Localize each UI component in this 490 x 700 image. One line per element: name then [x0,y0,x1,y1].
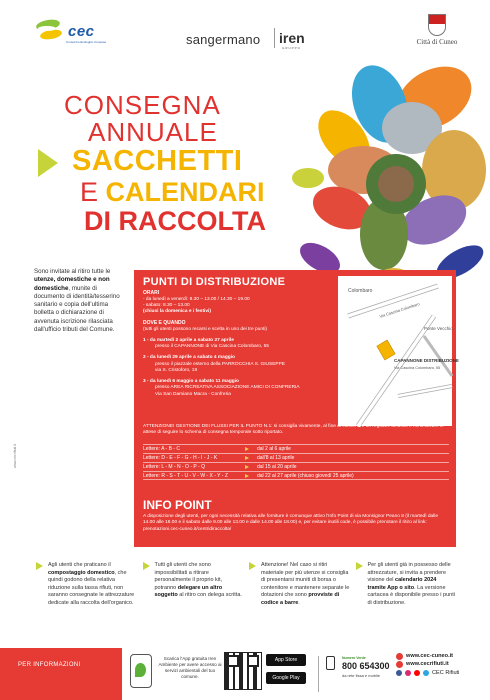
location-map [338,276,459,426]
toll-free-number[interactable]: 800 654300 [342,661,390,671]
title-line-5: DI RACCOLTA [84,206,266,236]
google-play-button[interactable]: Google Play [266,672,306,684]
title-line-3: SACCHETTI [72,145,243,177]
cuneo-logo [412,14,462,46]
main-title [64,92,266,235]
info-point-title: INFO POINT [143,498,212,512]
arrow-icon [249,562,256,570]
distribution-panel [134,270,459,547]
app-download-text: Scarica l'App gratuita Iren Ambiente per avere accesso ai servizi ambientali del tuo comune. [158,656,222,679]
tip-delegate: Tutti gli utenti che sono impossibilitati a ritirare personalmente il proprio kit, potranno delegare un altro soggetto al ritiro con delega scritta. [141,562,244,607]
letters-row: Lettere: L - M - N - O - P - Q dal 15 al 20 aprile [143,462,449,471]
footer [0,648,490,700]
map-label-d: CAPANNONE DISTRIBUZIONE [394,358,459,363]
sangermano-logo: sangermano [186,32,261,47]
arrow-icon [38,149,58,177]
app-store-button[interactable]: App Store [266,654,306,666]
cec-logo [36,18,107,44]
arrow-icon [36,562,43,570]
letters-row: Lettere: R - S - T - U - V - W - X - Y - Z dal 22 al 27 aprile (chiuso giovedì 25 aprile) [143,471,449,480]
telegram-icon [423,670,429,676]
flower-illustration [284,58,490,288]
globe-icon [396,661,403,668]
letters-table [143,444,449,480]
link-cecrifiuti[interactable]: www.cecrifiuti.it [406,661,449,668]
arrow-icon [356,562,363,570]
attention-notice: ATTENZIONE! GESTIONE DEI FLUSSI PER IL PUNTO N.1: si consiglia vivamente, al fine di consentire un regolare afflusso e minimizzare le attese di seguire lo schema di consegna temporale sotto riportato. [143,424,444,436]
side-note: www.cecrifiuti.it [13,444,17,468]
schedule: ORARI - da lunedì a venerdì: 8.30 – 13.00 / 14.30 – 19.00 - sabato: 8.30 – 13.00 (chiusi la domenica e i festivi) DOVE E QUANDO (tutti gli utenti possono recarsi e scelta in uno dei tre punti) 1 - da martedì 2 aprile a sabato 27 aprile presso il CAPANNONE di Via Cascina Colombaro, 55 2 - da lunedì 29 aprile a sabato 4 maggio presso il piazzale esterno della PARROCCHIA S. GIUSEPPE via S. Cristoforo, 18 3 - da lunedì 6 maggio a sabato 11 maggio presso AREA RICREATIVA ASSOCIAZIONE AMICI DI CONFRERIA Via San Damiano Macra - Confreria [143,290,300,397]
toll-free-sub: da rete fissa e mobile [342,673,381,678]
title-line-1: CONSEGNA [64,90,221,120]
cuneo-name: Città di Cuneo [416,38,458,46]
arrow-icon [245,474,249,478]
footer-divider [318,656,319,692]
footer-links [396,652,488,677]
iren-name: iren [279,30,305,46]
letters-row: Lettere: A - B - C dal 2 al 6 aprile [143,444,449,453]
app-icon [130,654,152,688]
arrow-icon [245,447,249,451]
flower-petals [292,54,489,288]
cec-name: cec [68,22,95,40]
title-line-4: E CALENDARI [80,177,265,207]
toll-free-label: Numero Verde [342,656,366,660]
social-handle[interactable]: CEC Rifiuti [432,669,460,676]
arrow-icon [245,465,249,469]
map-label-b: Via Cascina Colombaro [378,301,421,319]
tip-compost: Agli utenti che praticano il compostaggio domestico, che quindi godono della relativa riduzione sulla tassa rifiuti, non saranno consegnate le attrezzature dedicate alla raccolta dell'organico. [34,562,137,607]
iren-subtitle: GRUPPO [282,46,302,50]
info-point-text: A disposizione degli utenti, per ogni necessità relativa alle forniture è comunque attivo l'Info Point di via Monsignor Peano 8 (il martedì dalle 14.00 alle 18.00 e il sabato dalle 9.00 alle 13.00 e dalle 14.00 alle 18.00) e, per evitare inutili code, è possibile prenotare il ritiro al link: prenotazioni.cec-cuneo.it/centridiraccolta/ [143,514,439,532]
crest-icon [428,14,446,36]
arrow-icon [245,456,249,460]
link-cec-cuneo[interactable]: www.cec-cuneo.it [406,653,454,659]
cec-swirl-icon [36,18,64,44]
map-label-a: Colombaro [348,288,373,294]
phone-icon [326,656,335,670]
tip-barcode: Attenzione! Nel caso si ritiri materiale per più utenze si consiglia di presentarsi muniti di borsa o contenitore e mantenere separate le dotazioni che sono provviste di codice a barre. [247,562,350,607]
globe-icon [396,653,403,660]
youtube-icon [414,670,420,676]
title-line-2: ANNUALE [88,117,218,147]
qr-code-icon[interactable] [224,652,262,690]
cec-subtitle: Consorzio Ecologico Cuneese [66,40,107,44]
arrow-icon [143,562,150,570]
facebook-icon [396,670,402,676]
tip-calendar: Per gli utenti già in possesso delle attrezzature, si invita a prendere visione del calendario 2024 tramite App o sito. La versione cartacea è disponibile presso i punti di distribuzione. [354,562,457,607]
panel-title: PUNTI DI DISTRIBUZIONE [143,276,286,288]
intro-text: Sono invitate al ritiro tutte le utenze, domestiche e non domestiche, munite di documento di identità/tesserino sanitario e copia dell'ultima bolletta o dichiarazione di avvenuta iscrizione rilasciata dall'ufficio tributi del Comune. [34,268,120,334]
instagram-icon [405,670,411,676]
tips-row [34,562,456,607]
header-logos [0,14,490,54]
map-label-e: Via Cascina Colombaro, 55 [394,366,441,370]
iren-logo [274,28,305,48]
letters-row: Lettere: D - E - F - G - H - I - J - K dall'8 al 13 aprile [143,453,449,462]
info-band: PER INFORMAZIONI [0,648,122,700]
map-label-c: Ponte Vecchio [424,326,453,331]
